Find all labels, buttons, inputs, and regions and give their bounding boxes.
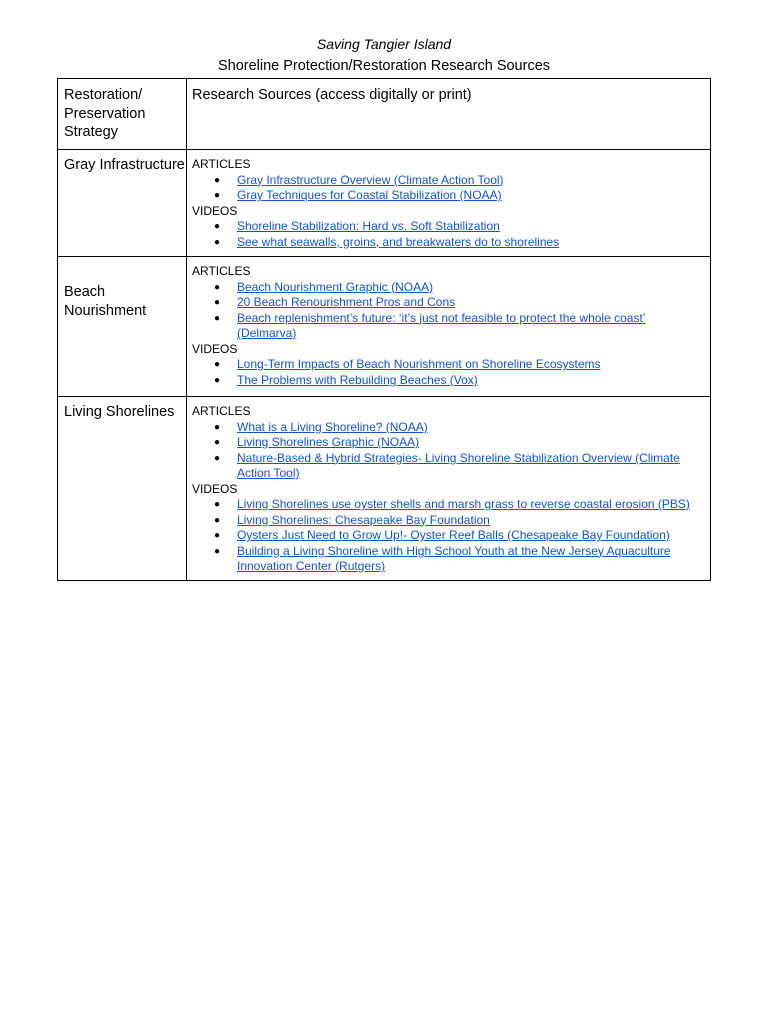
- bullet-icon: ●: [214, 437, 221, 448]
- sources-cell: [187, 257, 711, 397]
- source-link[interactable]: Living Shorelines use oyster shells and marsh grass to reverse coastal erosion (PBS): [237, 497, 690, 511]
- bullet-icon: ●: [214, 421, 221, 433]
- header-sources-label: Research Sources (access digitally or print): [192, 87, 472, 103]
- articles-label: ARTICLES: [192, 404, 251, 418]
- source-link[interactable]: Beach replenishment’s future: ‘it’s just not feasible to protect the whole coast’ (Delmarva): [237, 310, 646, 340]
- articles-list: [192, 420, 704, 482]
- bullet-icon: ●: [214, 514, 221, 526]
- source-link[interactable]: Gray Infrastructure Overview (Climate Action Tool): [237, 172, 504, 187]
- bullet-icon: ●: [214, 452, 221, 464]
- bullet-icon: ●: [214, 374, 221, 386]
- header-sources-cell: [187, 79, 711, 150]
- list-item: [192, 311, 704, 342]
- source-link[interactable]: Living Shorelines Graphic (NOAA): [237, 435, 420, 449]
- source-link[interactable]: Shoreline Stabilization: Hard vs. Soft Stabilization: [237, 219, 500, 233]
- list-item: [192, 435, 704, 451]
- bullet-icon: ●: [214, 530, 221, 541]
- list-item: [192, 513, 704, 529]
- bullet-icon: ●: [214, 545, 221, 557]
- strategy-name: Living Shorelines: [64, 404, 175, 420]
- table-row: [58, 397, 711, 581]
- list-item: [192, 497, 704, 513]
- sources-block: [192, 257, 704, 388]
- videos-list: [192, 219, 704, 250]
- source-link[interactable]: Nature-Based & Hybrid Strategies- Living Shoreline Stabilization Overview (Climate Action Tool): [237, 450, 680, 480]
- source-link[interactable]: 20 Beach Renourishment Pros and Cons: [237, 295, 456, 309]
- table-row: [58, 150, 711, 257]
- source-link[interactable]: Beach Nourishment Graphic (NOAA): [237, 279, 434, 294]
- videos-list: [192, 497, 704, 575]
- videos-list: [192, 357, 704, 388]
- bullet-icon: ●: [214, 281, 221, 293]
- source-link[interactable]: Oysters Just Need to Grow Up!- Oyster Reef Balls (Chesapeake Bay Foundation): [237, 528, 670, 542]
- list-item: [192, 219, 704, 235]
- list-item: [192, 357, 704, 373]
- sources-cell: [187, 150, 711, 257]
- videos-label: VIDEOS: [192, 341, 238, 356]
- list-item: [192, 451, 704, 482]
- list-item: [192, 420, 704, 436]
- strategy-name: Gray Infrastructure: [64, 157, 185, 173]
- strategy-cell: [58, 150, 187, 257]
- list-item: [192, 235, 704, 251]
- sources-block: [192, 397, 704, 575]
- list-item: [192, 544, 704, 575]
- source-link[interactable]: The Problems with Rebuilding Beaches (Vox): [237, 372, 478, 387]
- list-item: [192, 373, 704, 389]
- source-link[interactable]: Building a Living Shoreline with High School Youth at the New Jersey Aquaculture Innovation Center (Rutgers): [237, 543, 671, 573]
- source-link[interactable]: Gray Techniques for Coastal Stabilization (NOAA): [237, 188, 502, 202]
- bullet-icon: ●: [214, 297, 221, 308]
- bullet-icon: ●: [214, 499, 221, 510]
- source-link[interactable]: See what seawalls, groins, and breakwaters do to shorelines: [237, 234, 560, 249]
- bullet-icon: ●: [214, 190, 221, 201]
- sources-block: [192, 150, 704, 250]
- list-item: [192, 188, 704, 204]
- table-header-row: [58, 79, 711, 150]
- bullet-icon: ●: [214, 221, 221, 232]
- header-strategy-cell: [58, 79, 187, 150]
- document-title: Shoreline Protection/Restoration Research Sources: [217, 58, 551, 74]
- table-row: [58, 257, 711, 397]
- videos-label: VIDEOS: [192, 481, 238, 496]
- articles-label: ARTICLES: [192, 264, 251, 278]
- source-link[interactable]: What is a Living Shoreline? (NOAA): [237, 419, 428, 434]
- bullet-icon: ●: [214, 236, 221, 248]
- strategy-cell: [58, 257, 187, 397]
- header-strategy-label: Restoration/ Preservation Strategy: [64, 87, 146, 140]
- bullet-icon: ●: [214, 359, 221, 370]
- articles-label: ARTICLES: [192, 157, 251, 171]
- source-link[interactable]: Living Shorelines: Chesapeake Bay Foundation: [237, 512, 490, 527]
- list-item: [192, 280, 704, 296]
- videos-label: VIDEOS: [192, 203, 238, 218]
- strategy-cell: [58, 397, 187, 581]
- strategy-name: Beach Nourishment: [64, 284, 147, 319]
- bullet-icon: ●: [214, 312, 221, 324]
- list-item: [192, 528, 704, 544]
- bullet-icon: ●: [214, 174, 221, 186]
- sources-cell: [187, 397, 711, 581]
- research-sources-table: [57, 78, 711, 581]
- source-link[interactable]: Long-Term Impacts of Beach Nourishment on Shoreline Ecosystems: [237, 357, 601, 371]
- articles-list: [192, 173, 704, 204]
- articles-list: [192, 280, 704, 342]
- document-subtitle: Saving Tangier Island: [316, 36, 452, 52]
- list-item: [192, 173, 704, 189]
- list-item: [192, 295, 704, 311]
